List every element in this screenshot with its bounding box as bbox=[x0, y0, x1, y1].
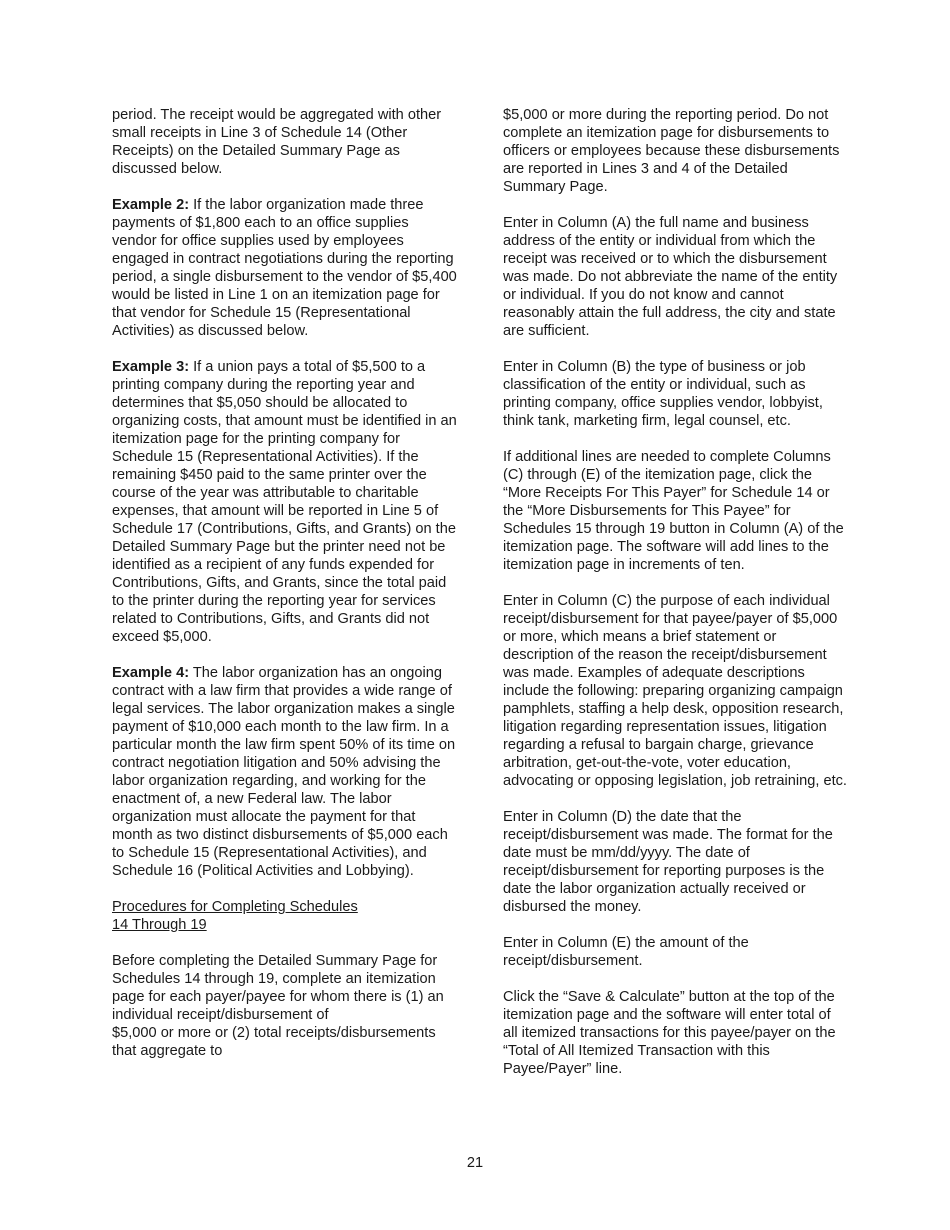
paragraph-aggregation: period. The receipt would be aggregated with other small receipts in Line 3 of Schedule 14 (Other Receipts) on the Detailed Summary Page as discussed below. bbox=[112, 107, 442, 177]
paragraph-procedures bbox=[112, 952, 457, 1060]
example-3-text: If a union pays a total of $5,500 to a printing company during the reporting year and determines that $5,050 should be allocated to organizing costs, that amount must be identified in an itemization page for the printing company for Schedule 15 (Representational Activities). If the remaining $450 paid to the same printer over the course of the year was attributable to charitable expenses, that amount will be reported in Line 5 of Schedule 17 (Contributions, Gifts, and Grants) on the Detailed Summary Page but the printer need not be identified as a recipient of any funds expended for Contributions, Gifts, and Grants, since the total paid to the printer during the reporting year for services related to Contributions, Gifts, and Grants did not exceed $5,000. bbox=[112, 359, 457, 645]
paragraph-column-b: Enter in Column (B) the type of business or job classification of the entity or individual, such as printing company, office supplies vendor, lobbyist, think tank, marketing firm, legal counsel, etc. bbox=[503, 359, 823, 429]
procedures-line2: $5,000 or more or (2) total receipts/disbursements that aggregate to bbox=[112, 1025, 436, 1059]
example-4-text: The labor organization has an ongoing contract with a law firm that provides a wide range of legal services. The labor organization makes a single payment of $10,000 each month to the law firm. In a particular month the law firm spent 50% of its time on contract negotiation litigation and 50% advising the labor organization regarding, and working for the enactment of, a new Federal law. The labor organization must allocate the payment for that month as two distinct disbursements of $5,000 each to Schedule 15 (Representational Activities), and Schedule 16 (Political Activities and Lobbying). bbox=[112, 665, 456, 879]
example-2 bbox=[112, 196, 457, 340]
paragraph-save-calculate: Click the “Save & Calculate” button at the top of the itemization page and the software will enter total of all itemized transactions for this payee/payer on the “Total of All Itemized Transaction with this Payee/Payer” line. bbox=[503, 989, 836, 1077]
section-heading-line1: Procedures for Completing Schedules bbox=[112, 899, 358, 915]
example-3 bbox=[112, 358, 457, 646]
example-2-label: Example 2: bbox=[112, 197, 190, 213]
section-heading bbox=[112, 898, 457, 934]
paragraph-column-e: Enter in Column (E) the amount of the receipt/disbursement. bbox=[503, 935, 749, 969]
example-3-label: Example 3: bbox=[112, 359, 190, 375]
procedures-line1: Before completing the Detailed Summary Page for Schedules 14 through 19, complete an itemization page for each payer/payee for whom there is (1) an individual receipt/disbursement of bbox=[112, 953, 444, 1023]
paragraph-officers: $5,000 or more during the reporting period. Do not complete an itemization page for disbursements to officers or employees because these disbursements are reported in Lines 3 and 4 of the Detailed Summary Page. bbox=[503, 107, 840, 195]
section-heading-line2: 14 Through 19 bbox=[112, 917, 207, 933]
left-column bbox=[112, 106, 457, 1078]
paragraph-column-d: Enter in Column (D) the date that the receipt/disbursement was made. The format for the date must be mm/dd/yyyy. The date of receipt/disbursement for reporting purposes is the date the labor organization actually received or disbursed the money. bbox=[503, 809, 833, 915]
paragraph-column-a: Enter in Column (A) the full name and business address of the entity or individual from which the receipt was received or to which the disbursement was made. Do not abbreviate the name of the entity or individual. If you do not know and cannot reasonably attain the full address, the city and state are sufficient. bbox=[503, 215, 838, 339]
example-4-label: Example 4: bbox=[112, 665, 190, 681]
example-4 bbox=[112, 664, 457, 880]
right-column bbox=[503, 106, 848, 1096]
example-2-text: If the labor organization made three payments of $1,800 each to an office supplies vendor for office supplies used by employees engaged in contract negotiations during the reporting period, a single disbursement to the vendor of $5,400 would be listed in Line 1 on an itemization page for that vendor for Schedule 15 (Representational Activities) as discussed below. bbox=[112, 197, 457, 339]
page-number: 21 bbox=[466, 1155, 484, 1171]
paragraph-column-c: Enter in Column (C) the purpose of each individual receipt/disbursement for that payee/payer of $5,000 or more, which means a brief statement or description of the reason the receipt/disbursement was made. Examples of adequate descriptions include the following: preparing organizing campaign pamphlets, staffing a help desk, opposition research, litigation regarding representation issues, litigation regarding a refusal to bargain charge, grievance arbitration, get-out-the-vote, voter education, advocating or opposing legislation, job retraining, etc. bbox=[503, 593, 847, 789]
paragraph-additional-lines: If additional lines are needed to complete Columns (C) through (E) of the itemization page, click the “More Receipts For This Payer” for Schedule 14 or the “More Disbursements for This Payee” for Schedules 15 through 19 button in Column (A) of the itemization page. The software will add lines to the itemization page in increments of ten. bbox=[503, 449, 844, 573]
